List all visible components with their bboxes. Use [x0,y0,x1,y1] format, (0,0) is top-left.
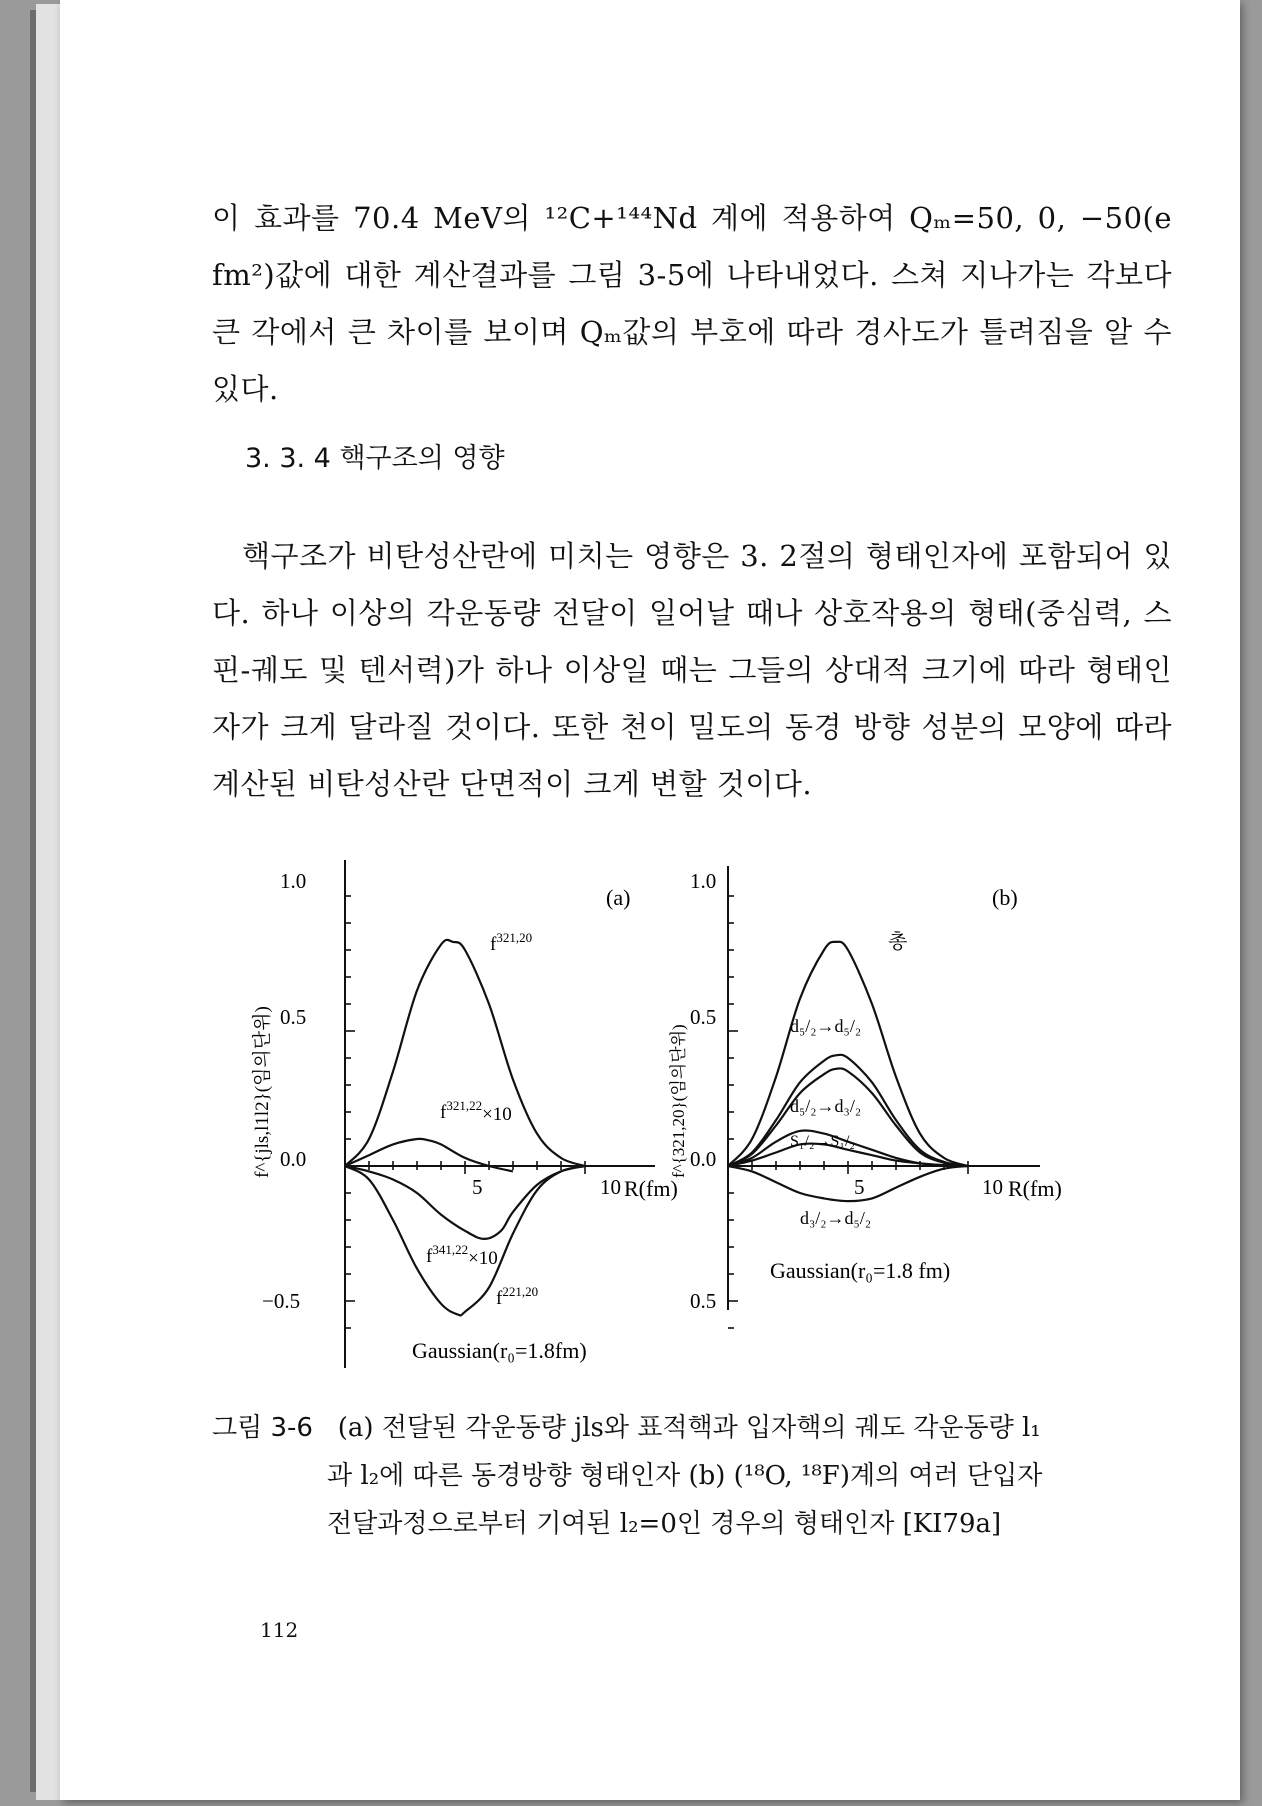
panel-a-xlabel: R(fm) [624,1176,678,1201]
panel-a-ytick-2: 0.5 [280,1005,307,1029]
caption-text-1: (a) 전달된 각운동량 jls와 표적핵과 입자핵의 궤도 각운동량 l₁ [337,1413,1041,1443]
paragraph-1: 이 효과를 70.4 MeV의 ¹²C+¹⁴⁴Nd 계에 적용하여 Qₘ=50, 0, −50(e fm²)값에 대한 계산결과를 그림 3-5에 나타내었다. 스쳐 지나가는 각보다 큰 각에서 큰 차이를 보이며 Qₘ값의 부호에 따라 경사도가 틀려짐을 알 수 있다. [212,201,1172,406]
caption-line-1 [212,1404,1192,1452]
panel-a-ytick-3: 0.0 [280,1147,307,1171]
label-f221-20: $f^{221,20}$ [496,1284,539,1309]
panel-b-ylabel: f^{321,20}(임의단위) [669,1024,688,1178]
panel-b-ytick-3: 0.0 [690,1147,717,1171]
panel-b-xtick-5: 5 [854,1175,865,1199]
panel-b-ytick-4: 0.5 [690,1289,717,1313]
figure-3-6 [200,848,1180,1388]
panel-b-label: (b) [992,885,1018,910]
section-heading: 3. 3. 4 핵구조의 영향 [245,443,505,474]
caption-line-2: 과 l₂에 따른 동경방향 형태인자 (b) (¹⁸O, ¹⁸F)계의 여러 단입자 [327,1461,1043,1491]
series-d52-d52 [728,1068,968,1166]
figure-svg [200,848,1180,1388]
panel-a-ytick-4: −0.5 [262,1289,301,1313]
panel-b-ytick-1: 1.0 [690,869,717,893]
book-page [60,0,1240,1800]
label-d52-d32: d₅/₂→d₃/₂ [790,1096,862,1116]
panel-a-xtick-10: 10 [600,1175,621,1199]
panel-b [668,866,1062,1328]
series-f321-20 [345,940,585,1166]
series-f341-22x10 [345,1166,585,1239]
page-number: 112 [260,1618,299,1642]
panel-a [250,860,678,1368]
label-d32-d52: d₃/₂→d₅/₂ [800,1208,872,1228]
series-f221-20 [345,1166,585,1315]
label-d52-d52: d₅/₂→d₅/₂ [790,1016,862,1036]
label-f321-20: $f^{321,20}$ [490,930,533,955]
panel-a-xtick-5: 5 [472,1175,483,1199]
panel-b-xtick-10: 10 [982,1175,1003,1199]
panel-a-label: (a) [606,885,631,910]
paragraph-2: 핵구조가 비탄성산란에 미치는 영향은 3. 2절의 형태인자에 포함되어 있다. 하나 이상의 각운동량 전달이 일어날 때나 상호작용의 형태(중심력, 스핀-궤도 및 텐서력)가 하나 이상일 때는 그들의 상대적 크기에 따라 형태인자가 크게 달라질 것이다. 또한 천이 밀도의 동경 방향 성분의 모양에 따라 계산된 비탄성산란 단면적이 크게 변할 것이다. [212,539,1172,801]
caption-line-3: 전달과정으로부터 기여된 l₂=0인 경우의 형태인자 [KI79a] [327,1509,1002,1539]
label-total: 총 [888,931,908,953]
panel-b-ytick-2: 0.5 [690,1005,717,1029]
panel-b-xlabel: R(fm) [1008,1176,1062,1201]
panel-b-annotation: Gaussian(r₀=1.8 fm) [770,1258,951,1283]
label-f341-22: $f^{341,22}\times 10$ [426,1242,498,1269]
caption-label: 그림 3-6 [212,1413,313,1443]
panel-a-ytick-1: 1.0 [280,869,307,893]
panel-a-ylabel: f^{jls,l1l2}(임의단위) [252,1006,273,1178]
panel-a-annotation: Gaussian(r₀=1.8fm) [412,1338,587,1363]
label-f321-22: $f^{321,22}\times 10$ [440,1098,512,1125]
figure-caption [212,1404,1192,1548]
label-s12-s12: S₁/₂→S₁/₂ [790,1133,855,1150]
